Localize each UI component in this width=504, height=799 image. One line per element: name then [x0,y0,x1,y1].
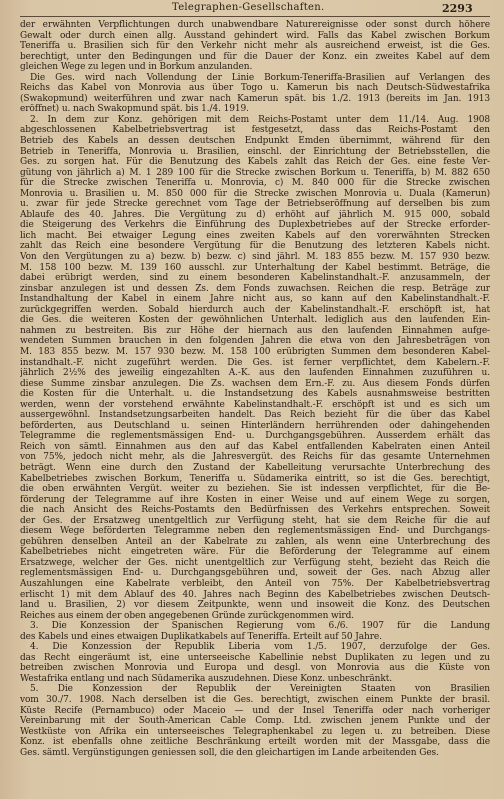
text-line: M. 158 100 bezw. M. 139 160 ausschl. zur Unterhaltung der Kabel bestimmt. Beträge, die [20,262,490,273]
text-line: gleichen Wege zu legen und in Borkum anzulanden. [20,62,253,73]
text-line: 3. Die Konzession der Spanischen Regierung vom 6./6. 1907 für die Landung [30,621,490,632]
text-line: von 75%, jedoch nicht mehr, als die Jahresvergüt. des Reichs für das gesamte Unternehmen [20,452,490,463]
text-line: dabei erübrigt werden, sind zu einem besonderen Kabelinstandhalt.-F. anzusammeln, der [20,273,490,284]
text-line: Westafrika entlang und nach Südamerika auszudehnen. Diese Konz. unbeschränkt. [20,673,392,684]
text-line: 4. Die Konzession der Republik Liberia vom 1./5. 1907, derzufolge der Ges. [30,642,490,653]
text-line: Telegramme die reglementsmässigen End- u. Durchgangsgebühren. Ausserdem erhält das [20,431,490,442]
text-line: für die Strecke zwischen Teneriffa u. Monrovia, c) M. 840 000 für die Strecke zwischen [20,178,490,189]
page-number: 2293 [442,2,473,15]
text-line: der erwähnten Verpflichtungen durch unabwendbare Naturereignisse oder sonst durch höhere [20,20,490,30]
text-line: Ersatzwege, welcher der Ges. nicht unentgeltlich zur Verfügung steht, bezieht das Reich die [20,557,490,568]
text-line: die Kosten für die Unterhalt. u. die Instandsetzung des Kabels ausnahmsweise bestritten [20,389,490,400]
text-line: Betrieb des Kabels an dessen deutschen Endpunkt Emden übernimmt, während für den [20,136,490,147]
text-line: land u. Brasilien, 2) vor diesem Zeitpunkte, wenn und insoweit die Konz. des Deutschen [20,600,490,611]
text-line: Gewalt oder durch einen allg. Ausstand gehindert wird. Falls das Kabel zwischen Borkum [20,30,490,41]
text-line: Auszahlungen eine Kabelrate verbleibt, den Anteil von 75%. Der Kabelbetriebsvertrag [20,578,490,589]
text-line: Reiches aus einem der oben angegebenen Gründe zurückgenommen wird. [20,610,355,621]
text-line: diese Summe zinsbar anzulegen. Die Zs. wachsen dem Ern.-F. zu. Aus diesem Fonds dürfen [20,378,490,389]
text-line: betreiben zwischen Monrovia und Europa und desgl. von Monrovia aus die Küste von [20,663,490,674]
text-line: die Steigerung des Verkehrs die Einführung des Duplexbetriebes auf der Strecke erforder- [20,220,490,231]
text-line: nahmen zu bestreiten. Bis zur Höhe der hiernach aus den laufenden Einnahmen aufge- [20,325,490,336]
text-line: zinsbar anzulegen ist und dessen Zs. dem Fonds zuwachsen. Reichen die resp. Beträge zur [20,283,490,294]
text-line: beträgt. Wenn eine durch den Zustand der Kabelleitung verursachte Unterbrechung des [20,462,490,473]
text-line: Küste Recife (Pernambuco) oder Maceio — und der Insel Teneriffa oder nach vorheriger [20,705,490,716]
text-line: aussergewöhnl. Instandsetzungsarbeiten handelt. Das Reich bezieht für die über das Kabel [20,410,490,421]
text-line: vom 30./7. 1908. Nach derselben ist die Ges. berechtigt, zwischen einem Punkte der brasil. [20,695,490,705]
text-line: Ges. zu sorgen hat. Für die Benutzung des Kabels zahlt das Reich der Ges. eine feste Ver- [20,157,490,168]
text-line: die nach Ansicht des Reichs-Postamts den Bedürfnissen des Verkehrs entsprechen. Soweit [20,505,490,516]
text-line: Monrovia u. Brasilien u. M. 850 000 für die Strecke zwischen Monrovia u. Duala (Kamerun) [20,188,490,199]
text-line: (Swakopmund) weiterführen und zwar nach Kamerun spät. bis 1./2. 1913 (bereits im Jan. 1913 [20,93,490,104]
text-line: abgeschlossenen Kabelbetriebsvertrag ist festgesetzt, dass das Reichs-Postamt den [20,125,490,136]
text-line: die oben erwähnten Vergüt. weiter zu beziehen. Sie ist indessen verpflichtet, für die Be- [20,484,490,495]
text-line: beförderten, aus Deutschland u. seinen Hinterländern herrührenden oder dahingehenden [20,420,490,431]
text-line: lich macht. Bei etwaiger Legung eines zweiten Kabels auf den vorerwähnten Strecken [20,230,490,241]
text-line: der Ges. der Ersatzweg unentgeltlich zur Verfügung steht, hat sie dem Reiche für die auf [20,515,490,526]
text-line: erlischt 1) mit dem Ablauf des 40. Jahres nach Beginn des Kabelbetriebes zwischen Deutsch- [20,589,490,600]
text-line: gebühren denselben Anteil an der Kabelrate zu zahlen, als wenn eine Unterbrechung des [20,536,490,547]
text-line: Ges. sämtl. Vergünstigungen geniessen soll, die den gleichartigen im Lande arbeitenden Ges. [20,747,439,758]
text-line: Reichs das Kabel von Monrovia aus über Togo u. Kamerun bis nach Deutsch-Südwestafrika [20,83,490,94]
text-line: zahlt das Reich eine besondere Vergütung für die Benutzung des letzteren Kabels nicht. [20,241,490,252]
text-line: 2. In dem zur Konz. gehörigen mit dem Reichs-Postamt unter dem 11./14. Aug. 1908 [30,114,490,125]
text-line: die Ges. die weiteren Kosten der gewöhnlichen Unterhalt. lediglich aus den laufenden Ein- [20,315,490,326]
text-line: berechtigt, unter den Bedingungen und für die Dauer der Konz. ein zweites Kabel auf dem [20,51,490,62]
text-line: Reich von sämtl. Einnahmen aus den auf das Kabel entfallenden Kabelraten einen Anteil [20,441,490,452]
header-rule [20,16,490,17]
text-line: Ablaufe des 40. Jahres. Die Vergütung zu d) erhöht auf jährlich M. 915 000, sobald [20,209,490,220]
text-line: instandhalt.-F. nicht zugeführt werden. Die Ges. ist ferner verpflichtet, dem Kabelern.-F. [20,357,490,368]
running-header [0,2,504,16]
text-line: Von den Vergütungen zu a) bezw. b) bezw. c) sind jährl. M. 183 855 bezw. M. 157 930 bezw. [20,252,490,263]
text-line: werden, wenn der vorstehend erwähnte Kabelinstandhalt.-F. erschöpft ist und es sich um [20,399,490,410]
text-line: 5. Die Konzession der Republik der Vereinigten Staaten von Brasilien [30,684,490,695]
text-body [20,20,490,758]
header-title: Telegraphen-Gesellschaften. [172,2,325,13]
text-line: Betrieb in Teneriffa, Monrovia u. Brasilien, einschl. der Einrichtung der Betriebsstellen, die [20,146,490,157]
text-line: Instandhaltung der Kabel in einem Jahre nicht aus, so kann auf den Kabelinstandhalt.-F. [20,294,490,305]
text-line: reglementsmässigen End- u. Durchgangsgebühren und, soweit der Ges. nach Abzug aller [20,568,490,579]
text-line: M. 183 855 bezw. M. 157 930 bezw. M. 158 100 erübrigten Summen dem besonderen Kabel- [20,346,490,357]
text-line: zurückgegriffen werden. Sobald hierdurch auch der Kabelinstandhalt.-F. erschöpft ist, hat [20,304,490,315]
text-line: gütung von jährlich a) M. 1 289 100 für die Strecke zwischen Borkum u. Teneriffa, b) M. 882 650 [20,167,490,178]
text-line: Konz. ist ebenfalls ohne zeitliche Beschränkung erteilt worden mit der Massgabe, dass die [20,737,490,748]
text-line: des Kabels und eines etwaigen Duplikatkabels auf Teneriffa. Erteilt auf 50 Jahre. [20,631,382,642]
text-line: jährlich 2½% des jeweilig eingezahlten A.-K. aus den laufenden Einnahmen zuzuführen u. [20,368,490,379]
text-line: Kabelbetriebes zwischen Borkum, Teneriffa u. Südamerika eintritt, so ist die Ges. berechtigt, [20,473,490,484]
text-line: eröffnet) u. nach Swakopmund spät. bis 1./4. 1919. [20,104,249,115]
text-line: u. zwar für jede Strecke gerechnet vom Tage der Betriebseröffnung auf derselben bis zum [20,199,490,210]
text-line: Westküste von Afrika ein unterseeisches Telegraphenkabel zu legen u. zu betreiben. Diese [20,726,490,737]
text-line: diesem Wege beförderten Telegramme neben den reglementsmässigen End- und Durchgangs- [20,526,490,537]
text-line: Kabelbetriebes nicht eingetreten wäre. Für die Beförderung der Telegramme auf einem [20,547,490,558]
text-line: Teneriffa u. Brasilien sich für den Verkehr nicht mehr als ausreichend erweist, ist die Ges. [20,41,490,52]
text-line: Die Ges. wird nach Vollendung der Linie Borkum-Teneriffa-Brasilien auf Verlangen des [30,72,490,83]
text-line: das Recht eingeräumt ist, eine unterseeische Kabellinie nebst Duplikaten zu legen und zu [20,652,490,663]
text-line: wendeten Summen brauchen in den folgenden Jahren die etwa von den Jahresbeträgen von [20,336,490,347]
text-line: Vereinbarung mit der South-American Cable Comp. Ltd. zwischen jenem Punkte und der [20,716,490,727]
text-line: förderung der Telegramme auf ihre Kosten in einer Weise und auf einem Wege zu sorgen, [20,494,490,505]
